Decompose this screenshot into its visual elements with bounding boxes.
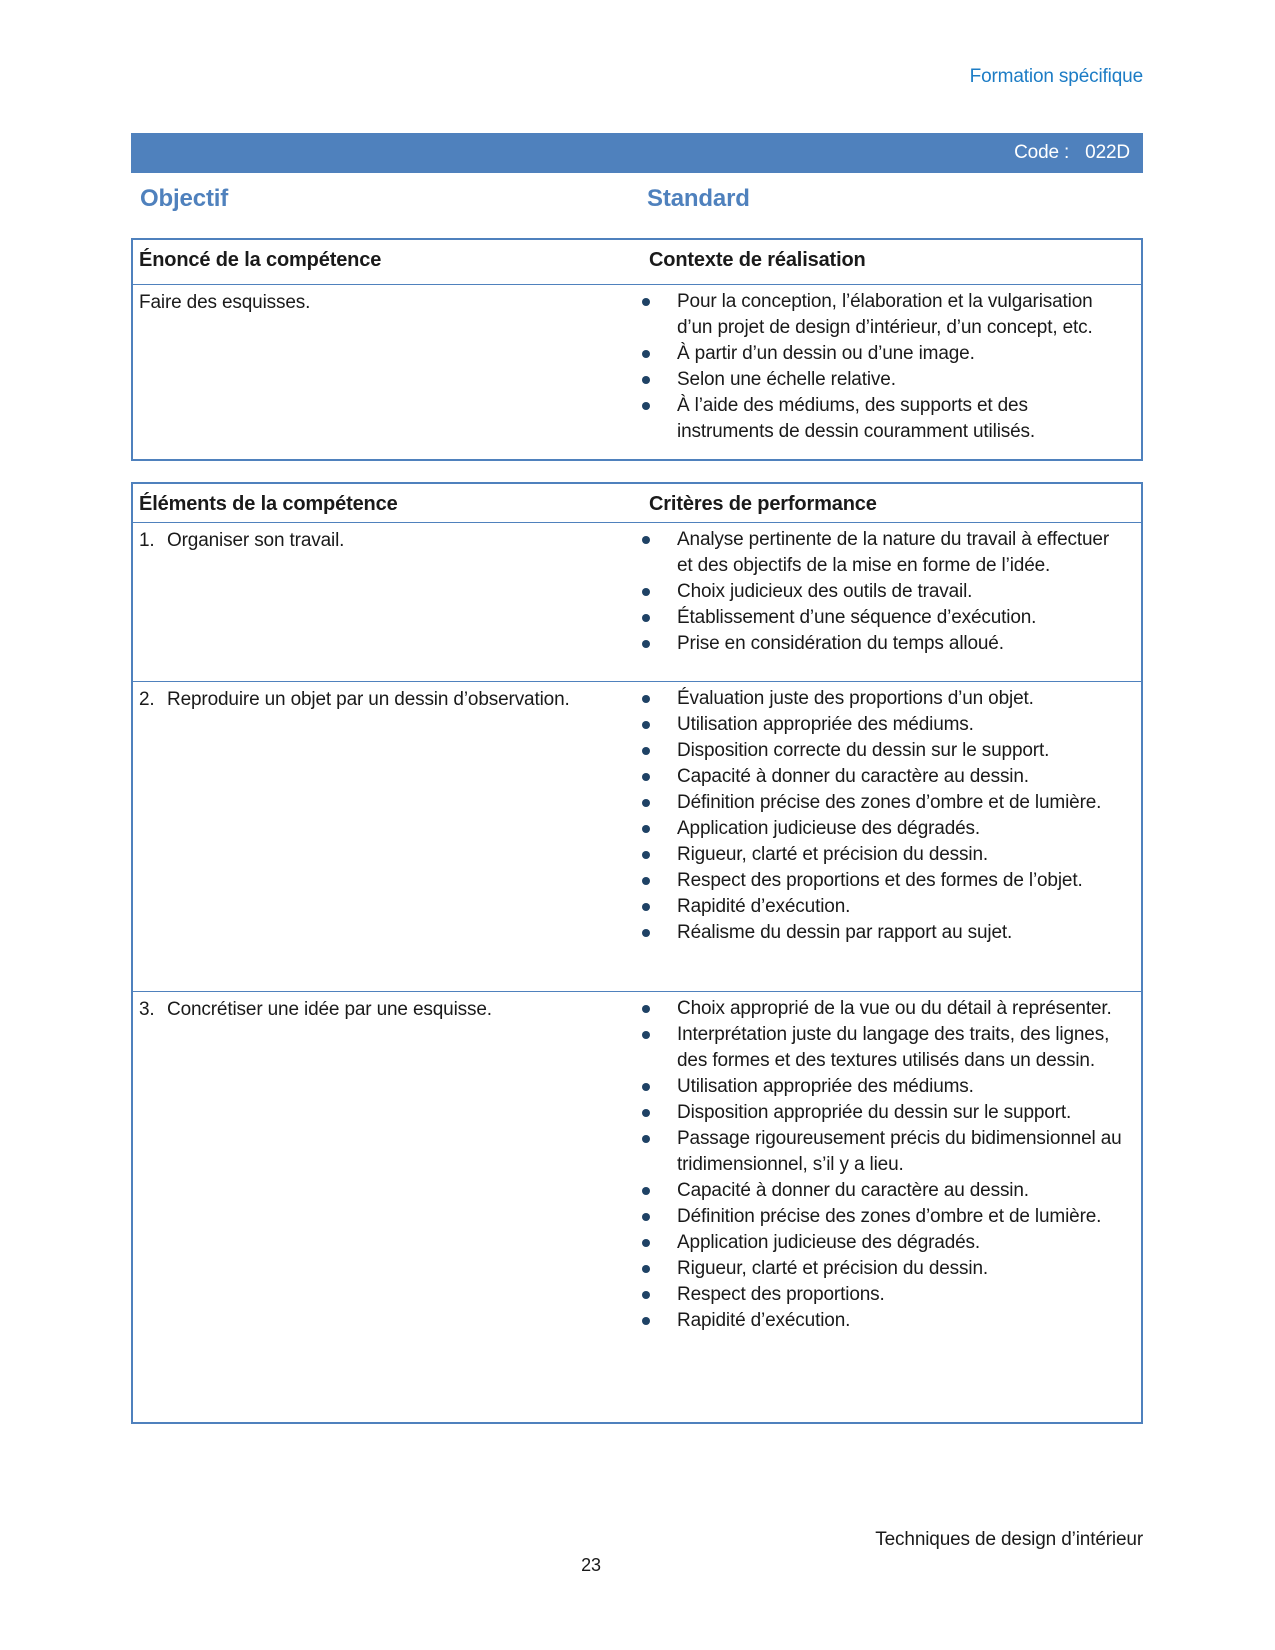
bullet-item xyxy=(639,894,1129,920)
bullet-icon xyxy=(642,799,650,807)
bullet-text: Utilisation appropriée des médiums. xyxy=(677,714,974,735)
bullet-item xyxy=(639,738,1129,764)
header-cell-criteres: Critères de performance xyxy=(649,493,877,515)
bullet-item xyxy=(639,579,1129,605)
bullet-item xyxy=(639,393,1129,445)
heading-objectif: Objectif xyxy=(140,185,229,212)
element-cell xyxy=(133,682,639,991)
code-value: 022D xyxy=(1085,142,1130,163)
bullet-icon xyxy=(642,1317,650,1325)
bullet-icon xyxy=(642,695,650,703)
page-number: 23 xyxy=(581,1555,601,1575)
bullet-icon xyxy=(642,1187,650,1195)
competency-elements-table xyxy=(131,482,1143,1424)
bullet-text: Choix approprié de la vue ou du détail à représenter. xyxy=(677,998,1112,1019)
bullet-item xyxy=(639,605,1129,631)
competency-statement-table xyxy=(131,238,1143,461)
bullet-text: Rapidité d’exécution. xyxy=(677,896,851,917)
criteria-bullet-list xyxy=(639,996,1129,1334)
bullet-text: Application judicieuse des dégradés. xyxy=(677,818,981,839)
bullet-text: Disposition appropriée du dessin sur le support. xyxy=(677,1102,1072,1123)
header-cell-elements: Éléments de la compétence xyxy=(139,493,398,515)
competency-statement-text: Faire des esquisses. xyxy=(139,292,311,313)
bullet-text: Application judicieuse des dégradés. xyxy=(677,1232,981,1253)
header-cell-contexte: Contexte de réalisation xyxy=(649,249,866,271)
bullet-item xyxy=(639,341,1129,367)
bullet-item xyxy=(639,367,1129,393)
bullet-text: Évaluation juste des proportions d’un objet. xyxy=(677,688,1034,709)
header-cell-enonce: Énoncé de la compétence xyxy=(139,249,382,271)
bullet-item xyxy=(639,631,1129,657)
bullet-item xyxy=(639,920,1129,946)
bullet-text: Passage rigoureusement précis du bidimensionnel au tridimensionnel, s’il y a lieu. xyxy=(677,1128,1122,1175)
bullet-item xyxy=(639,686,1129,712)
bullet-item xyxy=(639,1204,1129,1230)
bullet-text: Disposition correcte du dessin sur le support. xyxy=(677,740,1050,761)
section-headings xyxy=(131,184,1143,214)
table-row xyxy=(133,285,1141,457)
element-cell xyxy=(133,523,639,681)
footer-program-title: Techniques de design d’intérieur xyxy=(875,1529,1143,1550)
bullet-text: Respect des proportions. xyxy=(677,1284,885,1305)
code-bar xyxy=(131,133,1143,173)
bullet-item xyxy=(639,1100,1129,1126)
table-row-element-2 xyxy=(133,681,1141,991)
criteria-cell xyxy=(639,523,1141,681)
bullet-icon xyxy=(642,614,650,622)
criteria-cell xyxy=(639,992,1141,1420)
heading-standard: Standard xyxy=(647,185,750,212)
bullet-item xyxy=(639,1230,1129,1256)
element-number: 1. xyxy=(139,530,155,551)
context-cell xyxy=(639,285,1141,457)
bullet-icon xyxy=(642,929,650,937)
criteria-bullet-list xyxy=(639,527,1129,657)
bullet-icon xyxy=(642,1135,650,1143)
bullet-icon xyxy=(642,825,650,833)
bullet-text: Rigueur, clarté et précision du dessin. xyxy=(677,1258,988,1279)
bullet-text: Capacité à donner du caractère au dessin. xyxy=(677,766,1029,787)
element-text: Concrétiser une idée par une esquisse. xyxy=(167,999,492,1020)
bullet-text: Interprétation juste du langage des traits, des lignes, des formes et des textures utilisés dans un dessin. xyxy=(677,1024,1110,1071)
bullet-item xyxy=(639,764,1129,790)
bullet-text: Définition précise des zones d’ombre et de lumière. xyxy=(677,1206,1102,1227)
bullet-text: Définition précise des zones d’ombre et de lumière. xyxy=(677,792,1102,813)
bullet-item xyxy=(639,1074,1129,1100)
element-number: 3. xyxy=(139,999,155,1020)
element-text: Organiser son travail. xyxy=(167,530,345,551)
bullet-icon xyxy=(642,536,650,544)
bullet-item xyxy=(639,289,1129,341)
code-label: Code : xyxy=(1014,142,1070,163)
bullet-item xyxy=(639,1022,1129,1074)
bullet-item xyxy=(639,842,1129,868)
bullet-item xyxy=(639,1178,1129,1204)
bullet-text: Selon une échelle relative. xyxy=(677,369,896,390)
bullet-text: Respect des proportions et des formes de l’objet. xyxy=(677,870,1083,891)
bullet-text: Prise en considération du temps alloué. xyxy=(677,633,1004,654)
bullet-icon xyxy=(642,588,650,596)
competency-statement-cell xyxy=(133,285,639,457)
bullet-icon xyxy=(642,1239,650,1247)
table-row-element-3 xyxy=(133,991,1141,1420)
bullet-icon xyxy=(642,1083,650,1091)
element-cell xyxy=(133,992,639,1420)
bullet-text: Rapidité d’exécution. xyxy=(677,1310,851,1331)
bullet-icon xyxy=(642,1031,650,1039)
bullet-icon xyxy=(642,877,650,885)
bullet-text: Analyse pertinente de la nature du travail à effectuer et des objectifs de la mise en forme de l’idée. xyxy=(677,529,1109,576)
criteria-cell xyxy=(639,682,1141,991)
bullet-text: À partir d’un dessin ou d’une image. xyxy=(677,343,975,364)
bullet-text: Réalisme du dessin par rapport au sujet. xyxy=(677,922,1013,943)
bullet-item xyxy=(639,1256,1129,1282)
bullet-icon xyxy=(642,402,650,410)
bullet-icon xyxy=(642,376,650,384)
bullet-icon xyxy=(642,1005,650,1013)
bullet-item xyxy=(639,868,1129,894)
element-number: 2. xyxy=(139,689,155,710)
bullet-text: Rigueur, clarté et précision du dessin. xyxy=(677,844,988,865)
bullet-icon xyxy=(642,903,650,911)
element-text: Reproduire un objet par un dessin d’observation. xyxy=(167,689,570,710)
bullet-text: À l’aide des médiums, des supports et des instruments de dessin couramment utilisés. xyxy=(677,395,1036,442)
bullet-icon xyxy=(642,1265,650,1273)
bullet-item xyxy=(639,816,1129,842)
bullet-icon xyxy=(642,1213,650,1221)
bullet-icon xyxy=(642,721,650,729)
bullet-item xyxy=(639,712,1129,738)
context-bullet-list xyxy=(639,289,1129,445)
bullet-text: Utilisation appropriée des médiums. xyxy=(677,1076,974,1097)
running-head: Formation spécifique xyxy=(969,66,1143,87)
bullet-icon xyxy=(642,640,650,648)
bullet-icon xyxy=(642,773,650,781)
table-row-element-1 xyxy=(133,523,1141,681)
bullet-icon xyxy=(642,298,650,306)
bullet-item xyxy=(639,996,1129,1022)
criteria-bullet-list xyxy=(639,686,1129,946)
table-header-row xyxy=(133,484,1141,523)
bullet-text: Choix judicieux des outils de travail. xyxy=(677,581,973,602)
bullet-item xyxy=(639,527,1129,579)
bullet-icon xyxy=(642,1109,650,1117)
bullet-icon xyxy=(642,350,650,358)
bullet-item xyxy=(639,1308,1129,1334)
table-header-row xyxy=(133,240,1141,285)
bullet-item xyxy=(639,790,1129,816)
bullet-item xyxy=(639,1282,1129,1308)
bullet-text: Capacité à donner du caractère au dessin. xyxy=(677,1180,1029,1201)
bullet-icon xyxy=(642,747,650,755)
bullet-icon xyxy=(642,851,650,859)
bullet-icon xyxy=(642,1291,650,1299)
bullet-text: Établissement d’une séquence d’exécution. xyxy=(677,607,1037,628)
bullet-text: Pour la conception, l’élaboration et la vulgarisation d’un projet de design d’intérieur, d’un concept, etc. xyxy=(677,291,1093,338)
bullet-item xyxy=(639,1126,1129,1178)
